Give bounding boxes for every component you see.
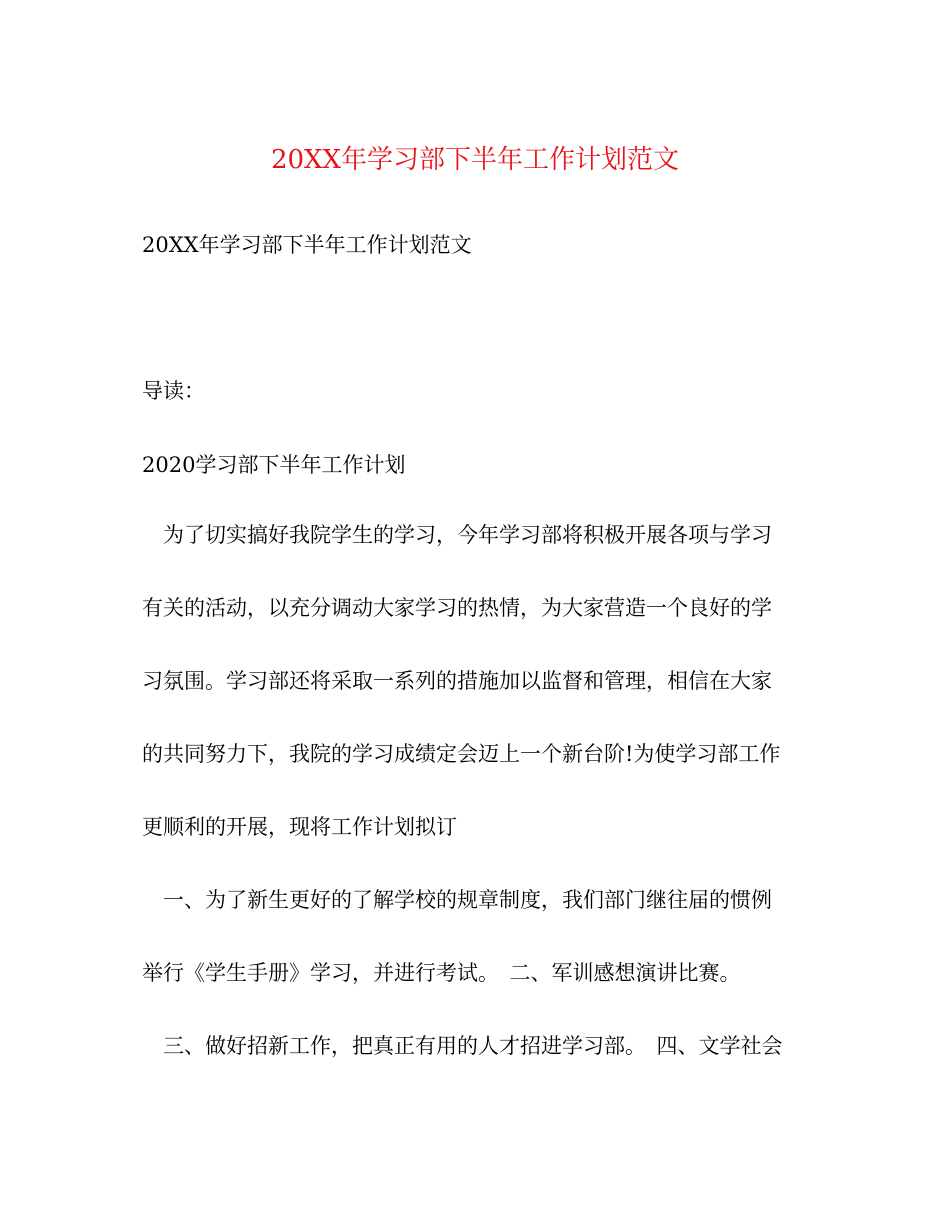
guide-label: 导读： xyxy=(142,379,205,403)
paragraph-line: 有关的活动，以充分调动大家学习的热情，为大家营造一个良好的学 xyxy=(142,596,772,620)
paragraph-line: 的共同努力下，我院的学习成绩定会迈上一个新台阶!为使学习部工作 xyxy=(142,742,781,766)
paragraph-line: 习氛围。学习部还将采取一系列的措施加以监督和管理，相信在大家 xyxy=(142,669,772,693)
item-line: 举行《学生手册》学习，并进行考试。 二、军训感想演讲比赛。 xyxy=(142,961,741,985)
document-subtitle: 20XX年学习部下半年工作计划范文 xyxy=(142,233,472,257)
plan-heading: 2020学习部下半年工作计划 xyxy=(142,453,406,477)
document-title: 20XX年学习部下半年工作计划范文 xyxy=(270,145,680,175)
item-line: 一、为了新生更好的了解学校的规章制度，我们部门继往届的惯例 xyxy=(142,888,772,912)
paragraph-line: 为了切实搞好我院学生的学习，今年学习部将积极开展各项与学习 xyxy=(142,523,772,547)
paragraph-line: 更顺利的开展，现将工作计划拟订 xyxy=(142,815,457,839)
item-line: 三、做好招新工作，把真正有用的人才招进学习部。 四、文学社会 xyxy=(142,1034,783,1058)
